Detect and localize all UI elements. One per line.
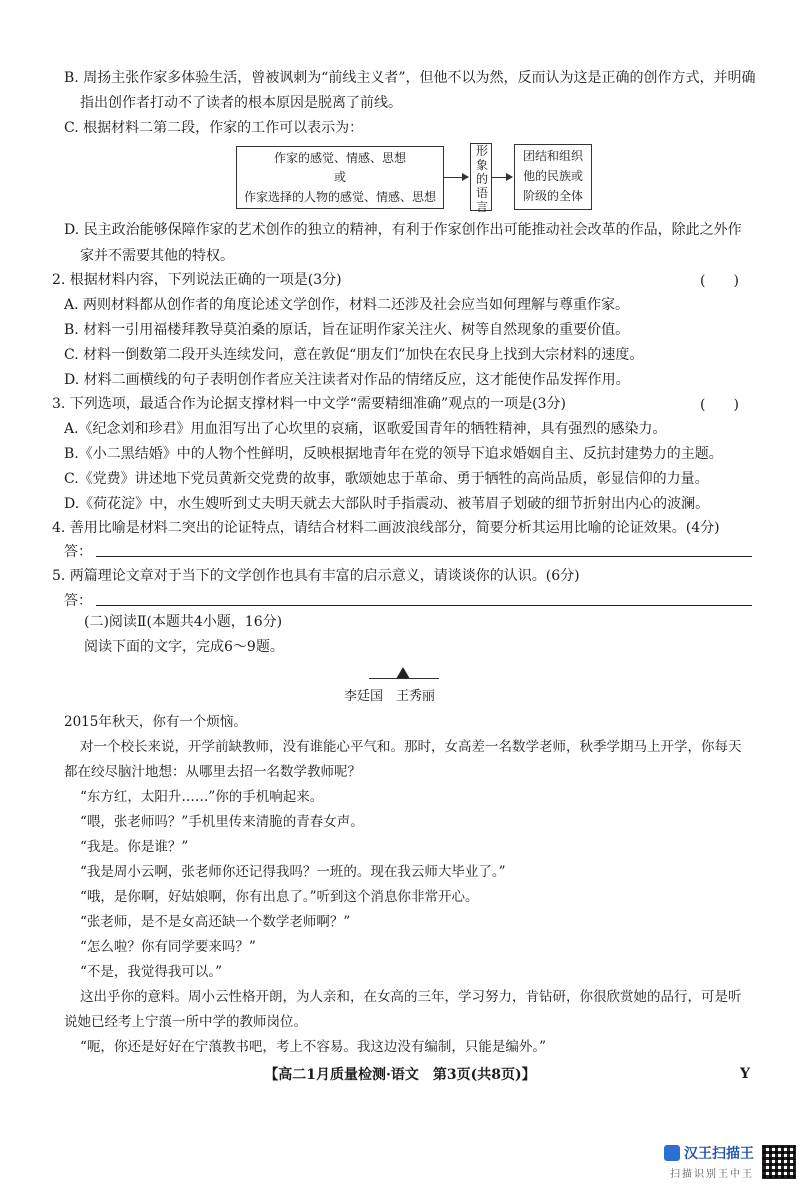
story-para: “哦，是你啊，好姑娘啊，你有出息了。”听到这个消息你非常开心。 bbox=[80, 889, 479, 905]
diagram-source-box bbox=[236, 146, 444, 209]
q1-option-d: D. 民主政治能够保障作家的艺术创作的独立的精神，有利于作家创作出可能推动社会改革的作品，除此之外作 bbox=[64, 222, 742, 238]
q2-stem: 2. 根据材料内容，下列说法正确的一项是(3分) bbox=[52, 272, 342, 288]
q1-option-c: C. 根据材料二第二段，作家的工作可以表示为： bbox=[64, 120, 364, 136]
story-para: “喂，张老师吗？”手机里传来清脆的青春女声。 bbox=[80, 814, 364, 830]
diagram-source-line2: 作家选择的人物的感觉、情感、思想 bbox=[243, 190, 436, 204]
q1-option-d-cont: 家并不需要其他的特权。 bbox=[80, 248, 234, 264]
diagram-target-line3: 阶级的全体 bbox=[522, 189, 583, 203]
footer-text: 【高二1月质量检测·语文 第3页(共8页)】 bbox=[264, 1067, 536, 1083]
diagram-target-box bbox=[514, 144, 592, 210]
diagram-source-or: 或 bbox=[333, 170, 346, 184]
diagram-arrow-1 bbox=[444, 177, 468, 178]
q3-answer-paren[interactable]: ( ) bbox=[700, 397, 739, 413]
diagram-language-box bbox=[470, 143, 492, 214]
q2-option-d: D. 材料二画横线的句子表明创作者应关注读者对作品的情绪反应，这才能使作品发挥作用。 bbox=[64, 372, 630, 388]
q2-option-b: B. 材料一引用福楼拜教导莫泊桑的原话，旨在证明作家关注火、树等自然现象的重要价值。 bbox=[64, 322, 630, 338]
q5-answer-label: 答： bbox=[64, 593, 92, 609]
diagram-target-line2: 他的民族或 bbox=[522, 169, 583, 183]
diagram-arrow-2 bbox=[492, 177, 512, 178]
q5-answer-line[interactable] bbox=[96, 605, 752, 606]
q3-option-d: D.《荷花淀》中，水生嫂听到丈夫明天就去大部队时手指震动、被苇眉子划破的细节折射出内心的波澜。 bbox=[64, 496, 710, 512]
story-para: “东方红，太阳升……”你的手机响起来。 bbox=[80, 789, 324, 805]
qr-code-icon bbox=[762, 1145, 796, 1179]
scanner-brand: 汉王扫描王 bbox=[684, 1146, 754, 1162]
scanner-slogan: 扫描识别王中王 bbox=[670, 1169, 754, 1180]
q1-option-b-cont: 指出创作者打动不了读者的根本原因是脱离了前线。 bbox=[80, 95, 402, 111]
story-para: 这出乎你的意料。周小云性格开朗，为人亲和，在女高的三年，学习努力，肯钻研，你很欣赏她的品行，可是听 bbox=[80, 989, 742, 1005]
q5-stem: 5. 两篇理论文章对于当下的文学创作也具有丰富的启示意义，请谈谈你的认识。(6分) bbox=[52, 568, 580, 584]
q3-option-b: B.《小二黑结婚》中的人物个性鲜明，反映根据地青年在党的领导下追求婚姻自主、反抗封建势力的主题。 bbox=[64, 446, 723, 462]
diagram-language-char: 象 bbox=[475, 158, 488, 172]
story-para: “我是周小云啊，张老师你还记得我吗？一班的。现在我云师大毕业了。” bbox=[80, 864, 506, 880]
section2-instruction: 阅读下面的文字，完成6～9题。 bbox=[84, 639, 284, 655]
q3-option-c: C.《党费》讲述地下党员黄新交党费的故事，歌颂她忠于革命、勇于牺牲的高尚品质，彰显信仰的力量。 bbox=[64, 471, 709, 487]
diagram-source-line1: 作家的感觉、情感、思想 bbox=[273, 151, 406, 165]
story-para: “呃，你还是好好在宁蒗教书吧，考上不容易。我这边没有编制，只能是编外。” bbox=[80, 1039, 547, 1055]
page-footer bbox=[0, 1064, 800, 1084]
story-para: 2015年秋天，你有一个烦恼。 bbox=[64, 714, 247, 730]
q2-option-a: A. 两则材料都从创作者的角度论述文学创作，材料二还涉及社会应当如何理解与尊重作家。 bbox=[64, 297, 630, 313]
q4-stem: 4. 善用比喻是材料二突出的论证特点，请结合材料二画波浪线部分，简要分析其运用比喻的论证效果。(4分) bbox=[52, 520, 720, 536]
story-para: “我是。你是谁？” bbox=[80, 839, 189, 855]
story-para: 对一个校长来说，开学前缺教师，没有谁能心平气和。那时，女高差一名数学老师，秋季学期马上开学，你每天 bbox=[80, 739, 742, 755]
diagram-language-char: 语 bbox=[475, 186, 488, 200]
diagram-language-char: 形 bbox=[475, 144, 488, 158]
diagram-language-char: 的 bbox=[475, 172, 488, 186]
diagram-target-line1: 团结和组织 bbox=[522, 149, 583, 163]
q3-stem: 3. 下列选项，最适合作为论据支撑材料一中文学“需要精细准确”观点的一项是(3分) bbox=[52, 396, 566, 412]
story-para: 都在绞尽脑汁地想：从哪里去招一名数学教师呢？ bbox=[64, 764, 361, 780]
story-para: “怎么啦？你有同学要来吗？” bbox=[80, 939, 256, 955]
q2-option-c: C. 材料一倒数第二段开头连续发问，意在敦促“朋友们”加快在农民身上找到大宗材料的速度。 bbox=[64, 347, 644, 363]
story-para: “不是，我觉得我可以。” bbox=[80, 964, 223, 980]
q4-answer-label: 答： bbox=[64, 544, 92, 560]
q3-option-a: A.《纪念刘和珍君》用血泪写出了心坎里的哀痛，讴歌爱国青年的牺牲精神，具有强烈的感染力。 bbox=[64, 421, 667, 437]
diagram-language-char: 言 bbox=[475, 200, 488, 214]
q1-option-b: B. 周扬主张作家多体验生活，曾被讽刺为“前线主义者”，但他不以为然，反而认为这是正确的创作方式，并明确 bbox=[64, 70, 756, 86]
title-rule bbox=[369, 678, 439, 679]
q4-answer-line[interactable] bbox=[96, 556, 752, 557]
section2-heading: (二)阅读Ⅱ(本题共4小题，16分) bbox=[84, 614, 283, 630]
footer-version-mark: Y bbox=[740, 1066, 750, 1082]
story-para: “张老师，是不是女高还缺一个数学老师啊？” bbox=[80, 914, 351, 930]
story-authors: 李廷国 王秀丽 bbox=[344, 689, 436, 704]
scanner-logo-icon bbox=[664, 1145, 680, 1161]
q2-answer-paren[interactable]: ( ) bbox=[700, 273, 739, 289]
story-para: 说她已经考上宁蒗一所中学的教师岗位。 bbox=[64, 1014, 307, 1030]
